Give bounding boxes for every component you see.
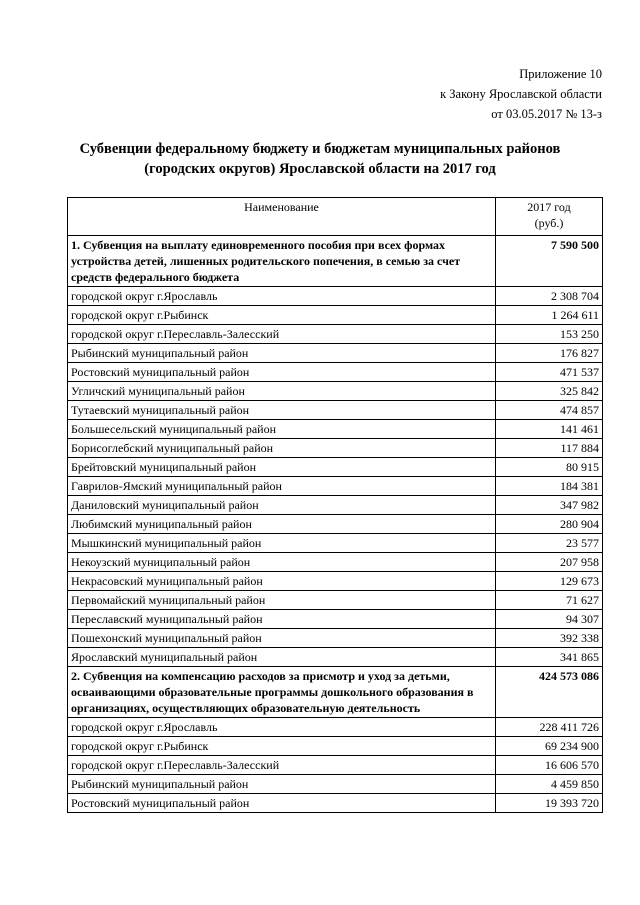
table-row [68,553,603,572]
amount-value: 71 627 [496,591,603,610]
section-title: 2. Субвенция на компенсацию расходов за присмотр и уход за детьми, осваивающими образовательные программы дошкольного образования в организациях, осуществляющих образовательную деятельность [68,667,496,718]
amount-value: 129 673 [496,572,603,591]
amount-value: 23 577 [496,534,603,553]
municipality-name: Ростовский муниципальный район [68,363,496,382]
amount-value: 19 393 720 [496,794,603,813]
municipality-name: городской округ г.Переславль-Залесский [68,325,496,344]
section-row [68,667,603,718]
municipality-name: городской округ г.Ярославль [68,718,496,737]
header-unit-label: (руб.) [534,216,564,230]
amount-value: 325 842 [496,382,603,401]
section-title: 1. Субвенция на выплату единовременного пособия при всех формах устройства детей, лишенных родительского попечения, в семью за счет средств федерального бюджета [68,236,496,287]
table-header-row [68,198,603,236]
amount-value: 117 884 [496,439,603,458]
appendix-line-3: от 03.05.2017 № 13-з [491,107,602,121]
table-row [68,382,603,401]
amount-value: 347 982 [496,496,603,515]
municipality-name: Угличский муниципальный район [68,382,496,401]
table-row [68,287,603,306]
municipality-name: Переславский муниципальный район [68,610,496,629]
municipality-name: Любимский муниципальный район [68,515,496,534]
appendix-line-1: Приложение 10 [519,67,602,81]
amount-value: 80 915 [496,458,603,477]
table-body [68,236,603,813]
municipality-name: Брейтовский муниципальный район [68,458,496,477]
amount-value: 2 308 704 [496,287,603,306]
amount-value: 184 381 [496,477,603,496]
amount-value: 69 234 900 [496,737,603,756]
municipality-name: Некрасовский муниципальный район [68,572,496,591]
municipality-name: Первомайский муниципальный район [68,591,496,610]
amount-value: 228 411 726 [496,718,603,737]
municipality-name: Рыбинский муниципальный район [68,775,496,794]
amount-value: 176 827 [496,344,603,363]
municipality-name: городской округ г.Рыбинск [68,306,496,325]
header-year [496,198,603,236]
amount-value: 341 865 [496,648,603,667]
table-row [68,794,603,813]
municipality-name: Мышкинский муниципальный район [68,534,496,553]
municipality-name: Большесельский муниципальный район [68,420,496,439]
table-row [68,306,603,325]
amount-value: 280 904 [496,515,603,534]
table-row [68,477,603,496]
amount-value: 471 537 [496,363,603,382]
document-title [40,139,600,179]
municipality-name: Даниловский муниципальный район [68,496,496,515]
table-row [68,591,603,610]
amount-value: 392 338 [496,629,603,648]
municipality-name: городской округ г.Переславль-Залесский [68,756,496,775]
table-row [68,737,603,756]
table-row [68,648,603,667]
table-row [68,718,603,737]
amount-value: 16 606 570 [496,756,603,775]
municipality-name: Борисоглебский муниципальный район [68,439,496,458]
table-row [68,458,603,477]
appendix-line-2: к Закону Ярославской области [440,87,602,101]
table-row [68,534,603,553]
municipality-name: Ростовский муниципальный район [68,794,496,813]
table-row [68,629,603,648]
header-name: Наименование [68,198,496,236]
municipality-name: Тутаевский муниципальный район [68,401,496,420]
title-line-1: Субвенции федеральному бюджету и бюджетам муниципальных районов [79,141,561,157]
amount-value: 474 857 [496,401,603,420]
section-total: 7 590 500 [496,236,603,287]
amount-value: 207 958 [496,553,603,572]
header-year-label: 2017 год [527,200,571,214]
table-row [68,439,603,458]
amount-value: 4 459 850 [496,775,603,794]
municipality-name: городской округ г.Рыбинск [68,737,496,756]
section-row [68,236,603,287]
municipality-name: Пошехонский муниципальный район [68,629,496,648]
table-row [68,572,603,591]
amount-value: 1 264 611 [496,306,603,325]
table-row [68,401,603,420]
municipality-name: Гаврилов-Ямский муниципальный район [68,477,496,496]
table-row [68,325,603,344]
appendix-block [440,64,602,124]
table-row [68,756,603,775]
amount-value: 153 250 [496,325,603,344]
municipality-name: Ярославский муниципальный район [68,648,496,667]
municipality-name: городской округ г.Ярославль [68,287,496,306]
section-total: 424 573 086 [496,667,603,718]
municipality-name: Рыбинский муниципальный район [68,344,496,363]
title-line-2: (городских округов) Ярославской области на 2017 год [144,161,496,177]
municipality-name: Некоузский муниципальный район [68,553,496,572]
amount-value: 141 461 [496,420,603,439]
table-row [68,515,603,534]
table-row [68,775,603,794]
table-row [68,344,603,363]
table-row [68,496,603,515]
table-row [68,610,603,629]
table-row [68,420,603,439]
amount-value: 94 307 [496,610,603,629]
table-row [68,363,603,382]
subventions-table [67,197,603,813]
